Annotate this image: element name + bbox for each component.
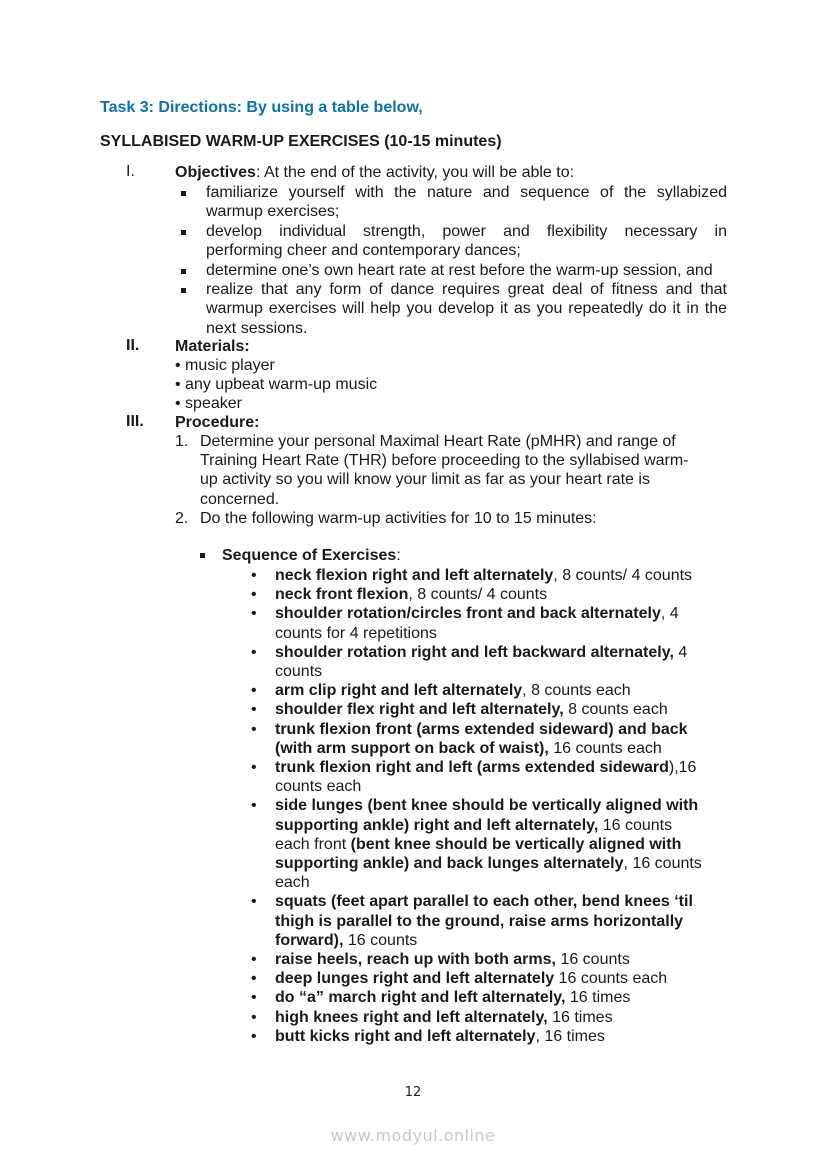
procedure-numeral: III. [126, 413, 144, 430]
material-item: • music player [175, 357, 275, 374]
exercise-item-line: raise heels, reach up with both arms, 16 counts [275, 951, 630, 968]
bullet-icon: • [251, 643, 257, 661]
watermark: www.modyul.online [330, 1126, 496, 1145]
objectives-heading [175, 163, 574, 182]
sequence-colon: : [396, 547, 401, 564]
exercise-item-line: (with arm support on back of waist), 16 counts each [275, 739, 662, 757]
bullet-icon: • [251, 797, 257, 815]
objective-item-line: performing cheer and contemporary dances; [206, 242, 521, 260]
objective-item-line: next sessions. [206, 319, 308, 337]
bullet-icon: • [251, 970, 257, 988]
bullet-icon: • [251, 893, 257, 911]
bullet-icon: • [251, 989, 257, 1007]
bullet-icon: • [251, 682, 257, 700]
exercise-item-line: counts [275, 663, 323, 680]
sequence-label: Sequence of Exercises [222, 547, 397, 564]
exercise-item-line: supporting ankle) right and left alternately, 16 counts [275, 816, 673, 834]
exercise-item-line: forward), 16 counts [275, 931, 418, 949]
bullet-icon: • [251, 951, 257, 968]
exercise-item-line: shoulder flex right and left alternately, 8 counts each [275, 701, 668, 719]
bullet-icon: • [251, 605, 257, 623]
page-number: 12 [404, 1085, 422, 1100]
square-bullet-icon [200, 553, 205, 558]
square-bullet-icon [181, 230, 186, 235]
objective-item-line: warmup exercises; [206, 203, 340, 221]
exercise-item-line: arm clip right and left alternately, 8 counts each [275, 682, 631, 700]
exercise-item-line: high knees right and left alternately, 16 times [275, 1008, 613, 1026]
objectives-intro: : At the end of the activity, you will be able to: [255, 164, 575, 181]
square-bullet-icon [181, 269, 186, 274]
bullet-icon: • [251, 567, 257, 584]
bullet-icon: • [251, 701, 257, 719]
material-item: • any upbeat warm-up music [175, 376, 378, 393]
exercise-item-line: each [275, 874, 310, 892]
objective-item-line: determine one’s own heart rate at rest before the warm-up session, and [206, 261, 713, 279]
bullet-icon: • [251, 720, 257, 738]
procedure-step-line: up activity so you will know your limit as far as your heart rate is [200, 471, 650, 489]
exercise-item-line: side lunges (bent knee should be vertically aligned with [275, 797, 699, 815]
bullet-icon: • [251, 759, 257, 776]
square-bullet-icon [181, 191, 186, 196]
exercise-item-line: deep lunges right and left alternately 16 counts each [275, 970, 668, 988]
procedure-step-line: Do the following warm-up activities for 10 to 15 minutes: [200, 509, 597, 527]
bullet-icon: • [251, 586, 257, 604]
objective-item-line: develop individual strength, power and flexibility necessary in [206, 222, 727, 240]
exercise-item-line: each front (bent knee should be vertically aligned with [275, 835, 682, 853]
step-number: 2. [175, 509, 189, 527]
procedure-step-line: concerned. [200, 490, 280, 508]
exercise-item-line: supporting ankle) and back lunges alternately, 16 counts [275, 855, 702, 872]
exercise-item-line: do “a” march right and left alternately, 16 times [275, 989, 631, 1007]
sequence-heading [200, 546, 401, 565]
exercise-item-line: neck front flexion, 8 counts/ 4 counts [275, 586, 548, 604]
task-heading: Task 3: Directions: By using a table below, [100, 99, 423, 116]
objective-item-line: warmup exercises will help you develop it as you repeatedly do it in the [206, 300, 727, 318]
exercise-item-line: shoulder rotation right and left backward alternately, 4 [275, 643, 688, 661]
procedure-step-line: Determine your personal Maximal Heart Rate (pMHR) and range of [200, 433, 676, 450]
material-item: • speaker [175, 395, 242, 412]
objectives-label: Objectives [175, 164, 256, 181]
exercise-item-line: counts each [275, 778, 362, 796]
materials-numeral: II. [126, 337, 140, 354]
exercise-item-line: squats (feet apart parallel to each other, bend knees ‘til [275, 893, 693, 911]
objectives-numeral: I. [126, 163, 135, 180]
bullet-icon: • [251, 1027, 257, 1045]
step-number: 1. [175, 433, 189, 450]
procedure-label: Procedure: [175, 414, 260, 431]
objective-item-line: familiarize yourself with the nature and sequence of the syllabized [206, 184, 727, 201]
exercise-item-line: butt kicks right and left alternately, 16 times [275, 1027, 605, 1045]
bullet-icon: • [251, 1008, 257, 1026]
exercise-item-line: thigh is parallel to the ground, raise arms horizontally [275, 912, 684, 930]
exercise-item-line: counts for 4 repetitions [275, 624, 437, 642]
square-bullet-icon [181, 288, 186, 293]
objective-item-line: realize that any form of dance requires great deal of fitness and that [206, 281, 727, 298]
materials-label: Materials: [175, 338, 250, 355]
exercise-item-line: neck flexion right and left alternately, 8 counts/ 4 counts [275, 567, 693, 584]
section-title: SYLLABISED WARM-UP EXERCISES (10-15 minutes) [100, 133, 502, 150]
exercise-item-line: trunk flexion right and left (arms extended sideward),16 [275, 759, 697, 776]
exercise-item-line: trunk flexion front (arms extended sideward) and back [275, 720, 688, 738]
exercise-item-line: shoulder rotation/circles front and back alternately, 4 [275, 605, 679, 623]
procedure-step-line: Training Heart Rate (THR) before proceeding to the syllabised warm- [200, 452, 689, 470]
